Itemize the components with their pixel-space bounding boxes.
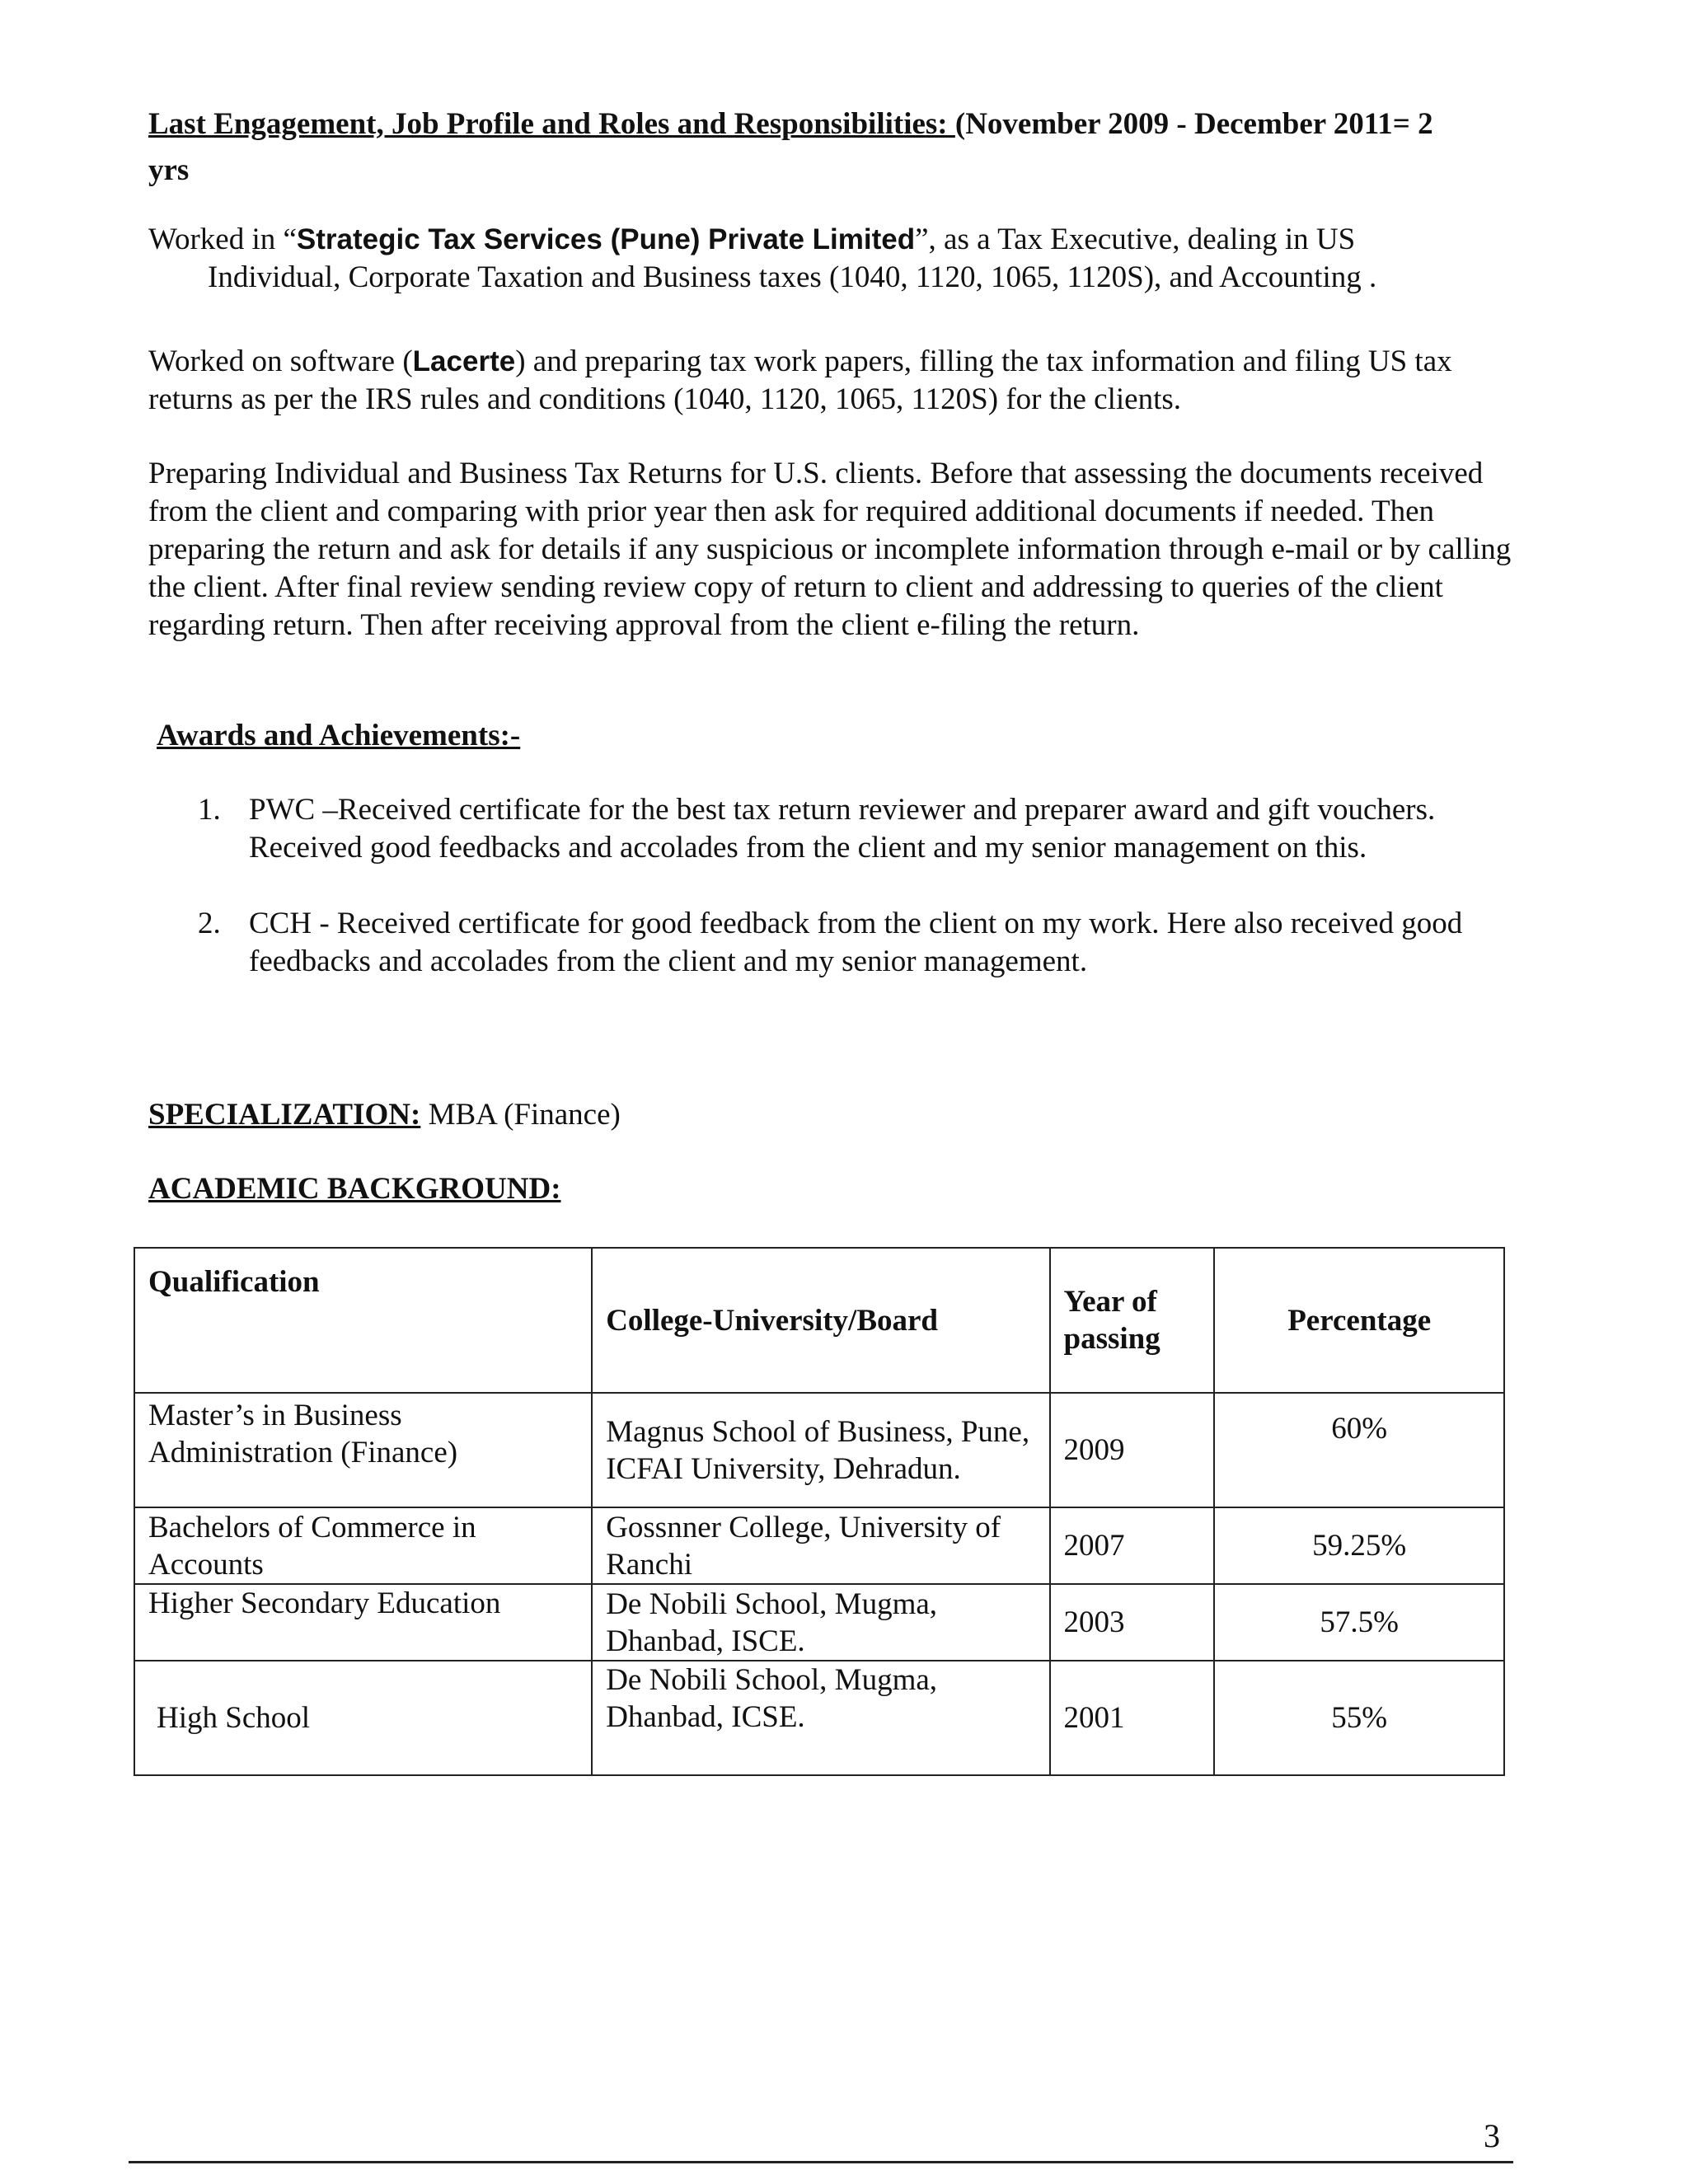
award-text: CCH - Received certificate for good feedback from the client on my work. Here also received good feedbacks and accolades from the client and my senior management. bbox=[249, 907, 1463, 978]
work-paragraph bbox=[148, 221, 1517, 297]
awards-heading bbox=[157, 717, 1525, 755]
column-header: Qualification bbox=[134, 1248, 592, 1393]
qualification-cell: Bachelors of Commerce in Accounts bbox=[134, 1507, 592, 1584]
academic-table bbox=[134, 1247, 1505, 1776]
specialization-label: SPECIALIZATION: bbox=[148, 1098, 421, 1132]
award-item bbox=[148, 791, 1517, 867]
table-row bbox=[134, 1584, 1504, 1661]
software-paragraph-post: ) and preparing tax work papers, filling the tax information and filing US tax returns as per the IRS rules and conditions (1040, 1120, 1065, 1120S) for the clients. bbox=[148, 344, 1452, 416]
year-cell: 2007 bbox=[1050, 1507, 1215, 1584]
award-number: 2. bbox=[198, 907, 221, 940]
table-row bbox=[134, 1661, 1504, 1775]
award-item bbox=[148, 905, 1517, 981]
awards-list bbox=[148, 791, 1517, 1019]
year-cell: 2001 bbox=[1050, 1661, 1215, 1775]
column-header: Percentage bbox=[1214, 1248, 1504, 1393]
specialization bbox=[148, 1096, 1517, 1134]
award-number: 1. bbox=[198, 793, 221, 827]
table-header-row bbox=[134, 1248, 1504, 1393]
college-cell: Magnus School of Business, Pune, ICFAI University, Dehradun. bbox=[592, 1393, 1049, 1507]
year-cell: 2003 bbox=[1050, 1584, 1215, 1661]
engagement-period-open: ( bbox=[954, 107, 966, 141]
footer-rule bbox=[129, 2161, 1513, 2163]
college-cell: Gossnner College, University of Ranchi bbox=[592, 1507, 1049, 1584]
percentage-cell: 55% bbox=[1214, 1661, 1504, 1775]
percentage-cell: 59.25% bbox=[1214, 1507, 1504, 1584]
column-header: Year of passing bbox=[1050, 1248, 1215, 1393]
engagement-heading bbox=[148, 105, 1517, 190]
percentage-cell: 60% bbox=[1214, 1393, 1504, 1507]
academic-heading bbox=[148, 1170, 1517, 1208]
company-name: Strategic Tax Services (Pune) Private Limited bbox=[296, 223, 916, 255]
table-row bbox=[134, 1393, 1504, 1507]
software-name: Lacerte bbox=[412, 345, 516, 377]
work-paragraph-pre: Worked in “ bbox=[148, 223, 297, 256]
tax-returns-paragraph: Preparing Individual and Business Tax Returns for U.S. clients. Before that assessing the documents received from the client and comparing with prior year then ask for required additional documents if needed. Then preparing the return and ask for details if any suspicious or incomplete information through e-mail or by calling the client. After final review sending review copy of return to client and addressing to queries of the client regarding return. Then after receiving approval from the client e-filing the return. bbox=[148, 457, 1512, 642]
percentage-cell: 57.5% bbox=[1214, 1584, 1504, 1661]
column-header: College-University/Board bbox=[592, 1248, 1049, 1393]
work-paragraph-line2: Individual, Corporate Taxation and Business taxes (1040, 1120, 1065, 1120S), and Accounting . bbox=[208, 260, 1377, 294]
qualification-cell: Master’s in Business Administration (Finance) bbox=[134, 1393, 592, 1507]
work-paragraph-post: ”, as a Tax Executive, dealing in US bbox=[915, 223, 1356, 256]
college-cell: De Nobili School, Mugma, Dhanbad, ISCE. bbox=[592, 1584, 1049, 1661]
software-paragraph-pre: Worked on software ( bbox=[148, 344, 413, 378]
engagement-period-cont: yrs bbox=[148, 153, 190, 187]
year-cell: 2009 bbox=[1050, 1393, 1215, 1507]
award-text: PWC –Received certificate for the best tax return reviewer and preparer award and gift vouchers. Received good feedbacks and accolades from the client and my senior management on this. bbox=[249, 793, 1436, 865]
academic-heading-label: ACADEMIC BACKGROUND: bbox=[148, 1172, 561, 1206]
awards-heading-label: Awards and Achievements:- bbox=[157, 719, 521, 752]
software-paragraph bbox=[148, 343, 1517, 419]
table-row bbox=[134, 1507, 1504, 1584]
engagement-heading-label: Last Engagement, Job Profile and Roles and Responsibilities: bbox=[148, 107, 955, 141]
qualification-cell: High School bbox=[134, 1661, 592, 1775]
college-cell: De Nobili School, Mugma, Dhanbad, ICSE. bbox=[592, 1661, 1049, 1775]
qualification-cell: Higher Secondary Education bbox=[134, 1584, 592, 1661]
specialization-value: MBA (Finance) bbox=[420, 1098, 621, 1132]
engagement-period: November 2009 - December 2011= 2 bbox=[965, 107, 1433, 141]
page-number: 3 bbox=[1484, 2117, 1500, 2154]
